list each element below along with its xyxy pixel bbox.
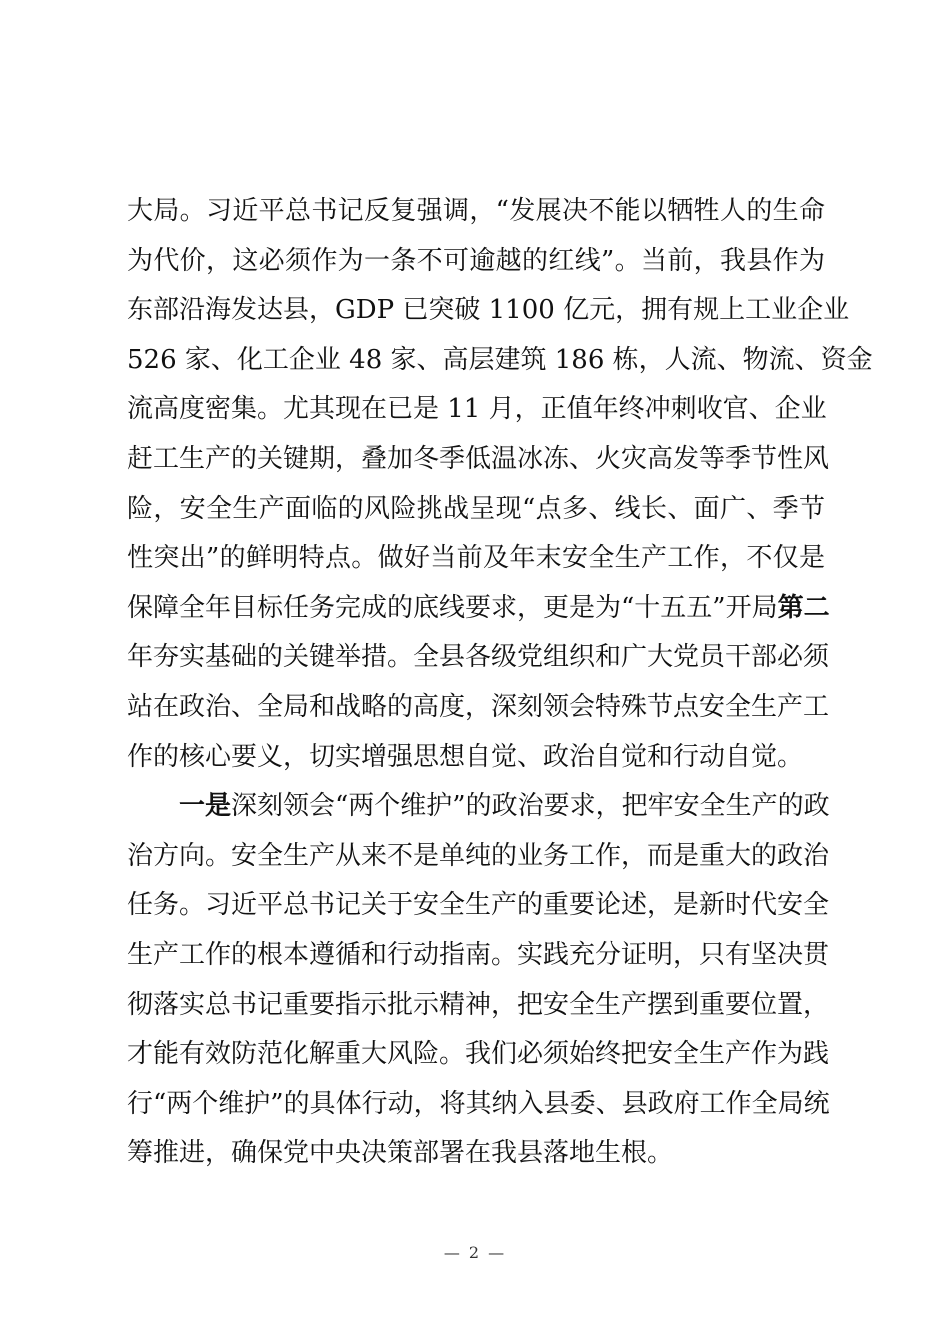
text-segment: 保障全年目标任务完成的底线要求，更是为“十五五”开局	[127, 592, 778, 623]
text-line: 东部沿海发达县，GDP 已突破 1100 亿元，拥有规上工业企业	[127, 295, 850, 326]
text-line: 生产工作的根本遵循和行动指南。实践充分证明，只有坚决贯	[127, 939, 830, 970]
text-line: 险，安全生产面临的风险挑战呈现“点多、线长、面广、季节	[127, 493, 825, 524]
bold-segment: 第二	[777, 592, 830, 623]
text-segment: 深刻领会“两个维护”的政治要求，把牢安全生产的政	[231, 791, 830, 822]
text-line: 任务。习近平总书记关于安全生产的重要论述，是新时代安全	[127, 890, 830, 921]
text-line: 筹推进，确保党中央决策部署在我县落地生根。	[127, 1138, 674, 1169]
text-line: 流高度密集。尤其现在已是 11 月，正值年终冲刺收官、企业	[127, 394, 827, 425]
text-line: 为代价，这必须作为一条不可逾越的红线”。当前，我县作为	[127, 245, 825, 276]
text-line: 年夯实基础的关键举措。全县各级党组织和广大党员干部必须	[127, 642, 830, 673]
text-line: 性突出”的鲜明特点。做好当前及年末安全生产工作，不仅是	[127, 543, 825, 574]
paragraph-first-line	[127, 782, 830, 832]
text-line: 526 家、化工企业 48 家、高层建筑 186 栋，人流、物流、资金	[127, 344, 873, 375]
text-line: 治方向。安全生产从来不是单纯的业务工作，而是重大的政治	[127, 840, 830, 871]
text-line: 赶工生产的关键期，叠加冬季低温冰冻、火灾高发等季节性风	[127, 443, 830, 474]
text-line: 彻落实总书记重要指示批示精神，把安全生产摆到重要位置，	[127, 989, 830, 1020]
text-line: 才能有效防范化解重大风险。我们必须始终把安全生产作为践	[127, 1039, 830, 1070]
text-line: 大局。习近平总书记反复强调，“发展决不能以牺牲人的生命	[127, 196, 825, 226]
text-line	[127, 584, 830, 634]
document-body	[127, 187, 873, 1179]
paragraph-lead-bold: 一是	[179, 791, 232, 822]
text-line: 作的核心要义，切实增强思想自觉、政治自觉和行动自觉。	[127, 741, 804, 772]
text-line: 站在政治、全局和战略的高度，深刻领会特殊节点安全生产工	[127, 691, 830, 722]
page-number: — 2 —	[443, 1243, 507, 1262]
text-line: 行“两个维护”的具体行动，将其纳入县委、县政府工作全局统	[127, 1088, 830, 1119]
